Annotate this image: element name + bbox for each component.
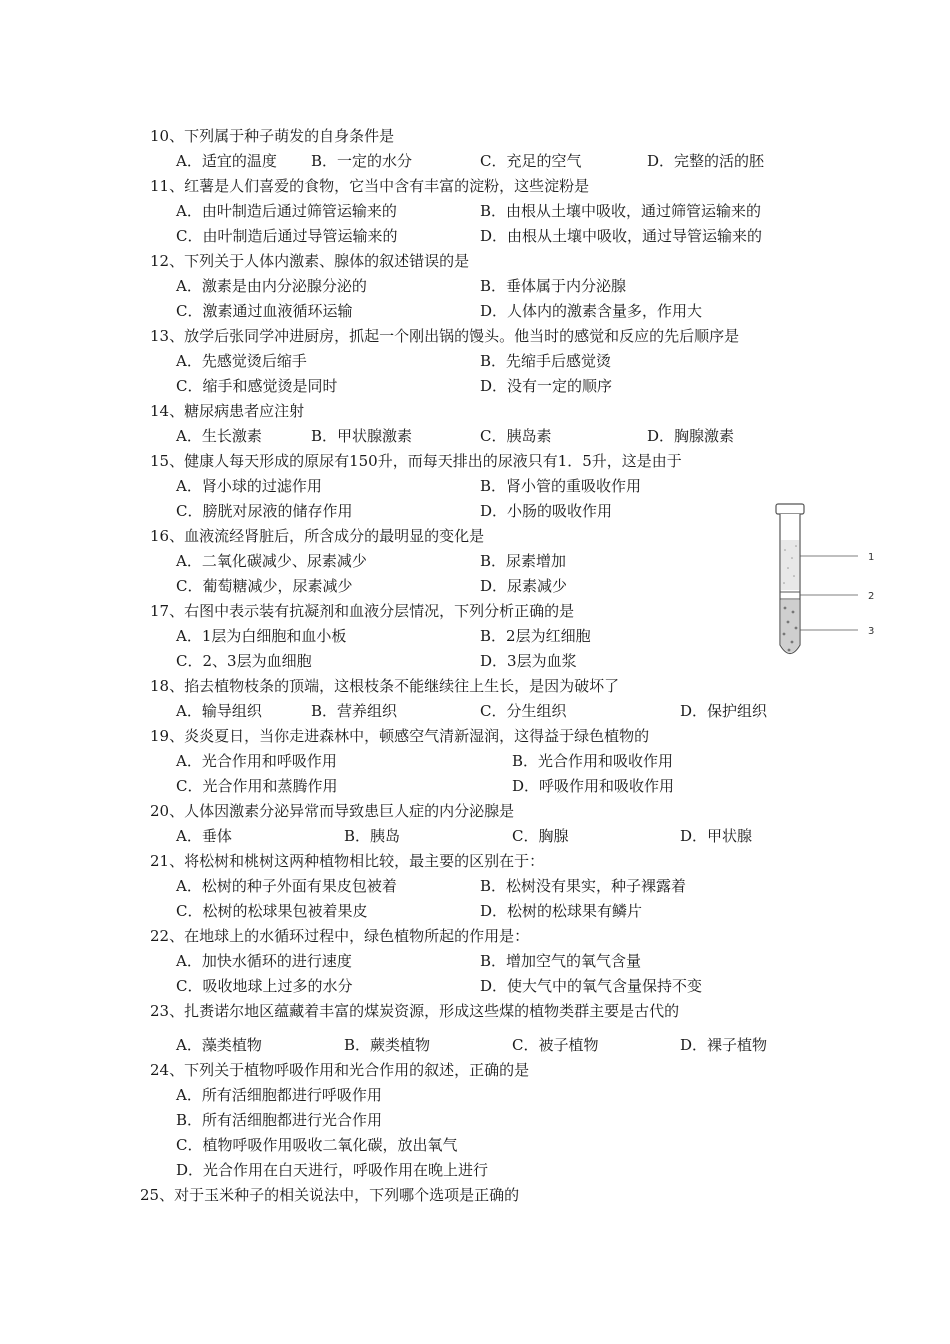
question-21: 21、将松树和桃树这两种植物相比较，最主要的区别在于： [150, 852, 545, 870]
q15-option-b: B．肾小管的重吸收作用 [480, 477, 642, 495]
q18-option-a: A．输导组织 [176, 702, 262, 720]
q24-option-d: D．光合作用在白天进行，呼吸作用在晚上进行 [176, 1161, 489, 1179]
layer-label-1: 1 [868, 552, 875, 563]
q12-option-b: B．垂体属于内分泌腺 [480, 277, 627, 295]
question-25: 25、对于玉米种子的相关说法中，下列哪个选项是正确的 [140, 1186, 520, 1204]
q20-option-c: C．胸腺 [512, 827, 569, 845]
question-17: 17、右图中表示装有抗凝剂和血液分层情况，下列分析正确的是 [150, 602, 575, 620]
q21-option-a: A．松树的种子外面有果皮包被着 [176, 877, 397, 895]
q10-option-c: C．充足的空气 [480, 152, 582, 170]
q22-option-d: D．使大气中的氧气含量保持不变 [480, 977, 703, 995]
question-19: 19、炎炎夏日，当你走进森林中，顿感空气清新湿润，这得益于绿色植物的 [150, 727, 650, 745]
question-12: 12、下列关于人体内激素、腺体的叙述错误的是 [150, 252, 470, 270]
q21-option-d: D．松树的松球果有鳞片 [480, 902, 643, 920]
q18-option-d: D．保护组织 [680, 702, 768, 720]
q17-option-a: A．1层为白细胞和血小板 [176, 627, 347, 645]
q20-option-a: A．垂体 [176, 827, 232, 845]
q18-option-b: B．营养组织 [311, 702, 398, 720]
q17-option-b: B．2层为红细胞 [480, 627, 591, 645]
q14-option-b: B．甲状腺激素 [311, 427, 413, 445]
q11-option-b: B．由根从土壤中吸收，通过筛管运输来的 [480, 202, 762, 220]
q16-option-c: C．葡萄糖减少，尿素减少 [176, 577, 353, 595]
q15-option-c: C．膀胱对尿液的储存作用 [176, 502, 353, 520]
q21-option-c: C．松树的松球果包被着果皮 [176, 902, 368, 920]
blood-test-tube-figure [768, 500, 888, 670]
layer-label-2: 2 [868, 591, 875, 602]
q19-option-c: C．光合作用和蒸腾作用 [176, 777, 338, 795]
q11-option-c: C．由叶制造后通过导管运输来的 [176, 227, 398, 245]
question-23: 23、扎赉诺尔地区蕴藏着丰富的煤炭资源，形成这些煤的植物类群主要是古代的 [150, 1002, 680, 1020]
q20-option-b: B．胰岛 [344, 827, 401, 845]
q14-option-d: D．胸腺激素 [647, 427, 735, 445]
q23-option-c: C．被子植物 [512, 1036, 599, 1054]
q13-option-d: D．没有一定的顺序 [480, 377, 613, 395]
q14-option-c: C．胰岛素 [480, 427, 552, 445]
q24-option-c: C．植物呼吸作用吸收二氧化碳，放出氧气 [176, 1136, 458, 1154]
question-11: 11、红薯是人们喜爱的食物，它当中含有丰富的淀粉，这些淀粉是 [150, 177, 590, 195]
question-13: 13、放学后张同学冲进厨房，抓起一个刚出锅的馒头。他当时的感觉和反应的先后顺序是 [150, 327, 740, 345]
q15-option-d: D．小肠的吸收作用 [480, 502, 613, 520]
q13-option-b: B．先缩手后感觉烫 [480, 352, 612, 370]
q16-option-b: B．尿素增加 [480, 552, 567, 570]
test-tube-icon [776, 504, 804, 654]
layer-label-3: 3 [868, 626, 875, 637]
question-24: 24、下列关于植物呼吸作用和光合作用的叙述，正确的是 [150, 1061, 530, 1079]
q24-option-a: A．所有活细胞都进行呼吸作用 [176, 1086, 382, 1104]
q23-option-a: A．藻类植物 [176, 1036, 262, 1054]
q13-option-a: A．先感觉烫后缩手 [176, 352, 307, 370]
q18-option-c: C．分生组织 [480, 702, 567, 720]
q22-option-c: C．吸收地球上过多的水分 [176, 977, 353, 995]
q13-option-c: C．缩手和感觉烫是同时 [176, 377, 338, 395]
q12-option-a: A．激素是由内分泌腺分泌的 [176, 277, 367, 295]
q24-option-b: B．所有活细胞都进行光合作用 [176, 1111, 383, 1129]
q14-option-a: A．生长激素 [176, 427, 262, 445]
q19-option-a: A．光合作用和呼吸作用 [176, 752, 337, 770]
q22-option-a: A．加快水循环的进行速度 [176, 952, 352, 970]
question-18: 18、掐去植物枝条的顶端，这根枝条不能继续往上生长，是因为破坏了 [150, 677, 620, 695]
q17-option-d: D．3层为血浆 [480, 652, 577, 670]
q17-option-c: C．2、3层为血细胞 [176, 652, 312, 670]
question-15: 15、健康人每天形成的原尿有150升，而每天排出的尿液只有1．5升，这是由于 [150, 452, 682, 470]
q23-option-d: D．裸子植物 [680, 1036, 768, 1054]
q16-option-a: A．二氧化碳减少、尿素减少 [176, 552, 367, 570]
q11-option-a: A．由叶制造后通过筛管运输来的 [176, 202, 397, 220]
q22-option-b: B．增加空气的氧气含量 [480, 952, 642, 970]
q15-option-a: A．肾小球的过滤作用 [176, 477, 322, 495]
q23-option-b: B．蕨类植物 [344, 1036, 431, 1054]
q10-option-d: D．完整的活的胚 [647, 152, 765, 170]
question-10: 10、下列属于种子萌发的自身条件是 [150, 127, 395, 145]
q19-option-d: D．呼吸作用和吸收作用 [512, 777, 675, 795]
q19-option-b: B．光合作用和吸收作用 [512, 752, 674, 770]
question-14: 14、糖尿病患者应注射 [150, 402, 305, 420]
q20-option-d: D．甲状腺 [680, 827, 753, 845]
question-20: 20、人体因激素分泌异常而导致患巨人症的内分泌腺是 [150, 802, 515, 820]
question-22: 22、在地球上的水循环过程中，绿色植物所起的作用是： [150, 927, 530, 945]
question-16: 16、血液流经肾脏后，所含成分的最明显的变化是 [150, 527, 485, 545]
q10-option-a: A．适宜的温度 [176, 152, 277, 170]
q16-option-d: D．尿素减少 [480, 577, 568, 595]
q12-option-c: C．激素通过血液循环运输 [176, 302, 353, 320]
q11-option-d: D．由根从土壤中吸收，通过导管运输来的 [480, 227, 763, 245]
q12-option-d: D．人体内的激素含量多，作用大 [480, 302, 703, 320]
q10-option-b: B．一定的水分 [311, 152, 413, 170]
q21-option-b: B．松树没有果实，种子裸露着 [480, 877, 687, 895]
